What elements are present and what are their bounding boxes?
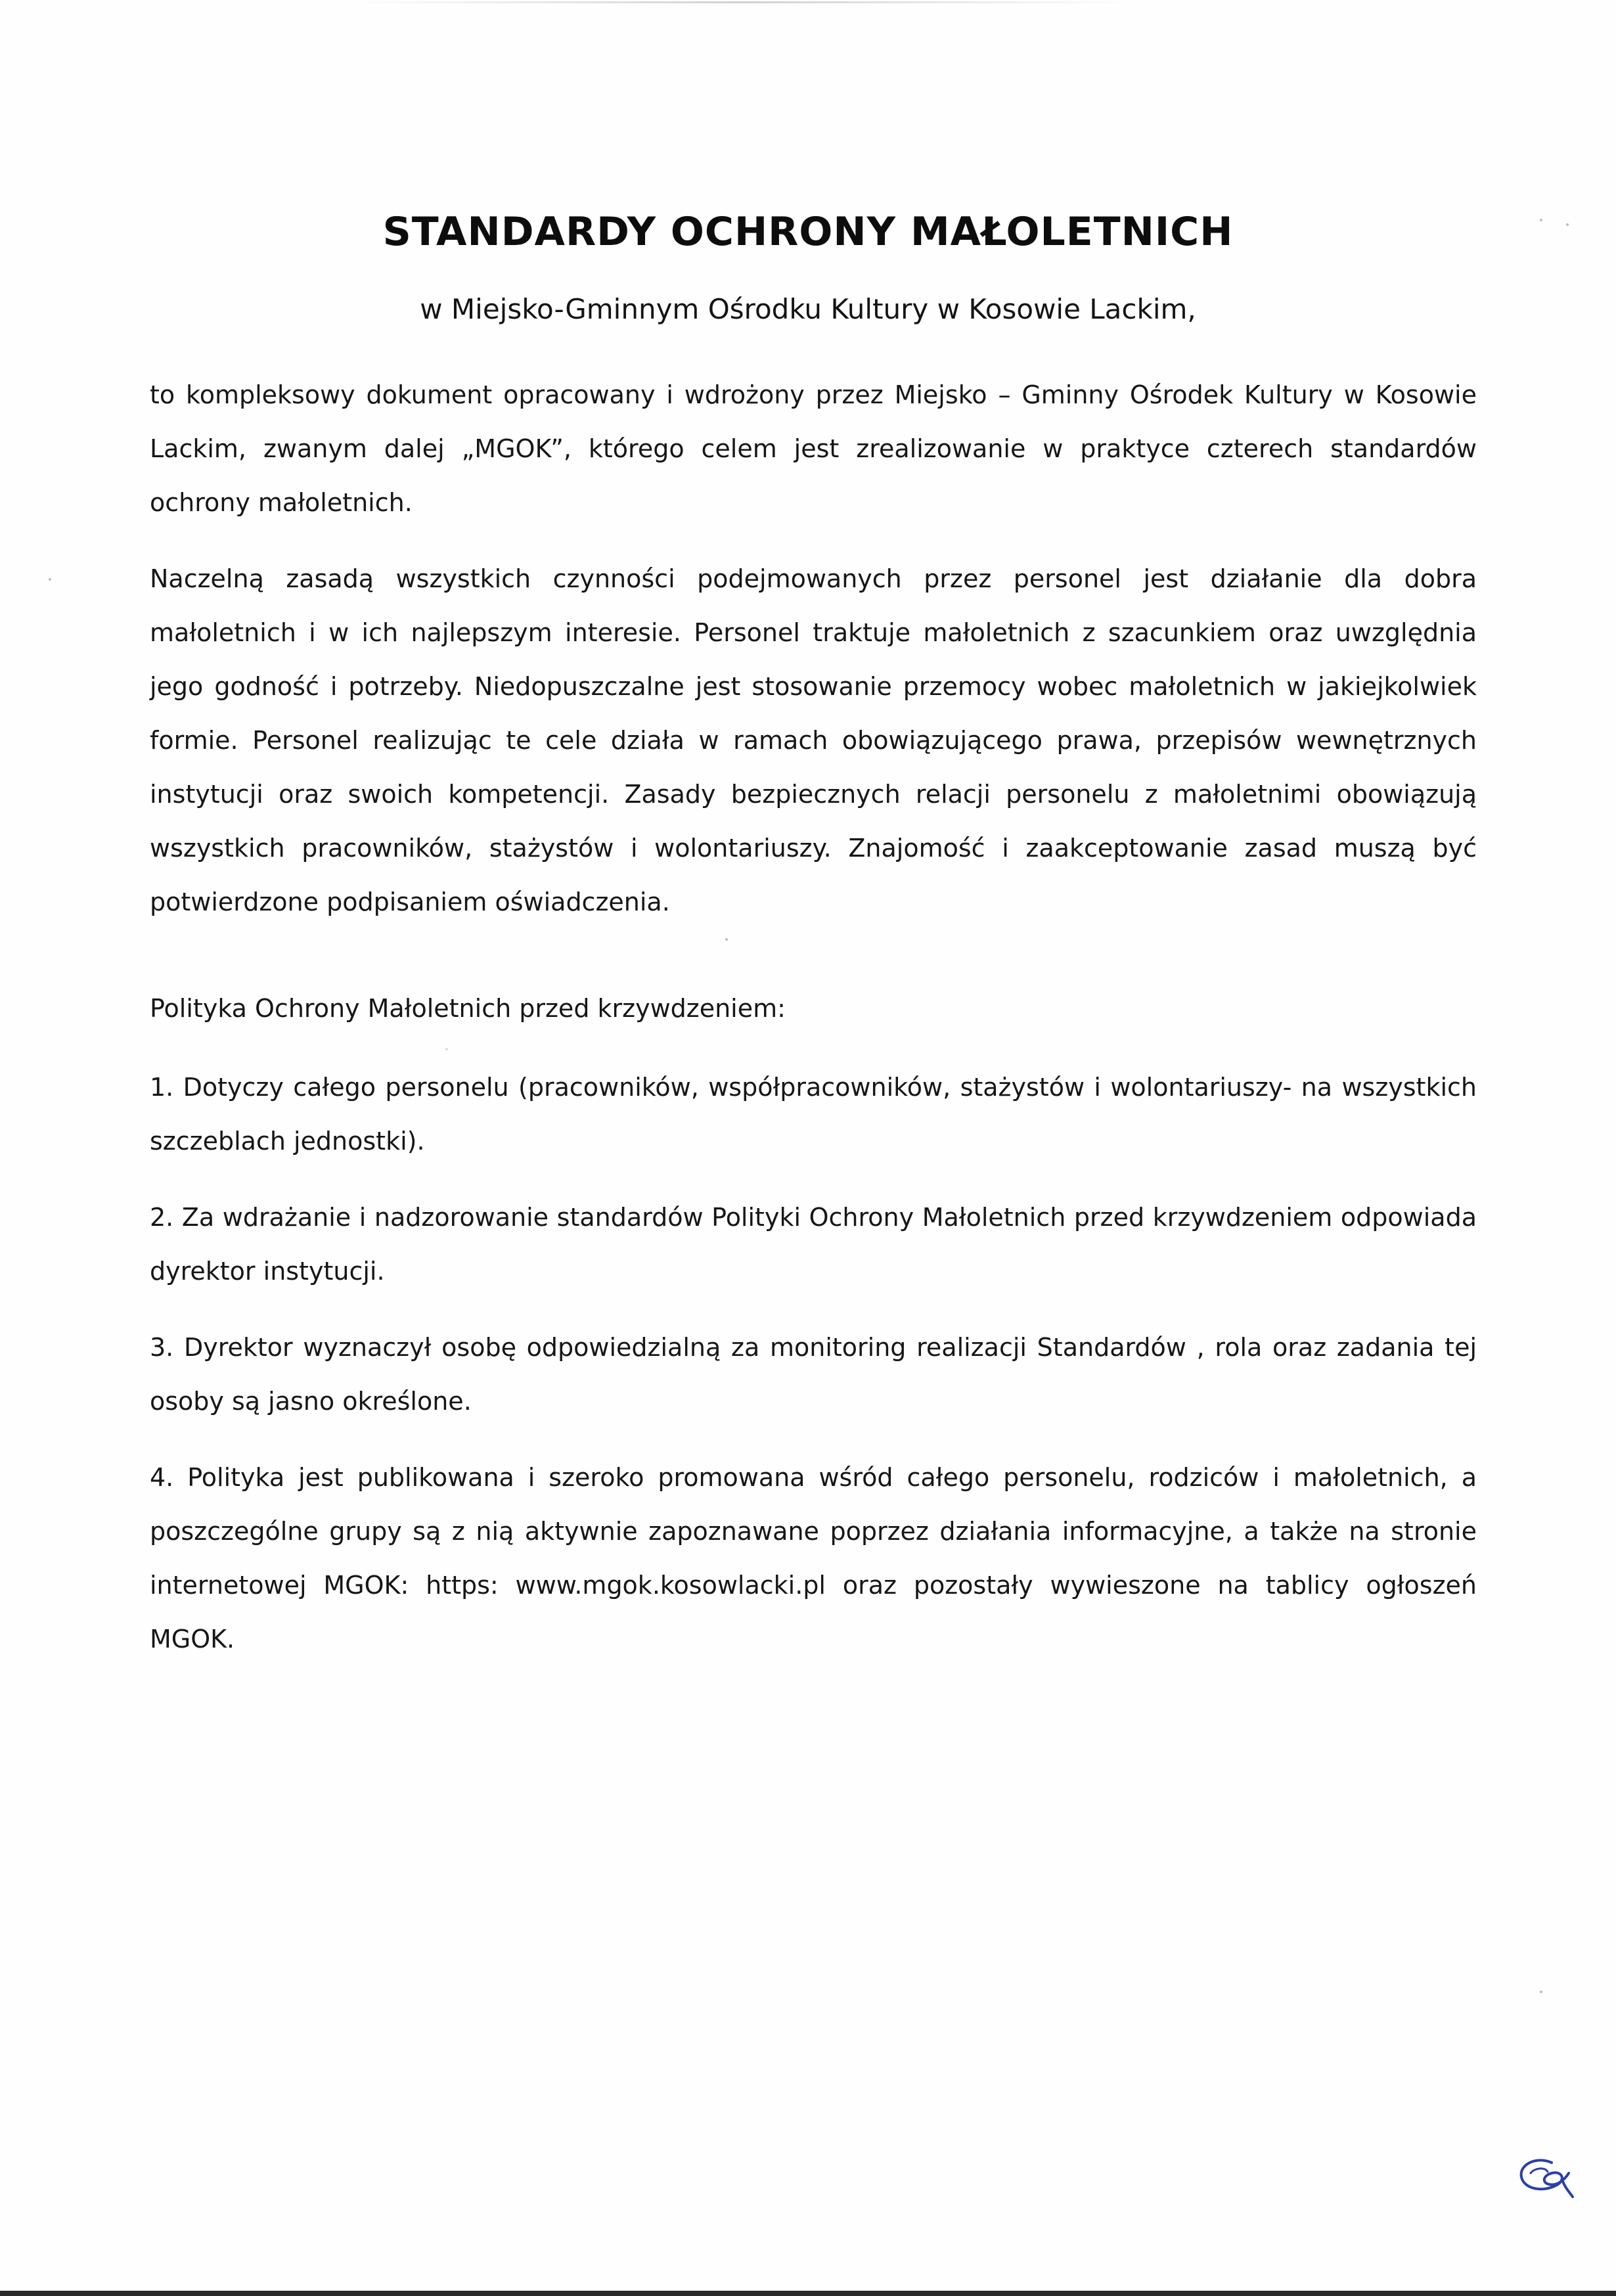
- document-title: STANDARDY OCHRONY MAŁOLETNICH: [382, 209, 1234, 255]
- scan-speck: [725, 938, 728, 941]
- scan-edge-top: [355, 1, 1130, 3]
- policy-item: 2. Za wdrażanie i nadzorowanie standardów Polityki Ochrony Małoletnich przed krzywdzeniem odpowiada dyrektor instytucji.: [150, 1203, 1477, 1286]
- intro-paragraph: to kompleksowy dokument opracowany i wdrożony przez Miejsko – Gminny Ośrodek Kultury w Kosowie Lackim, zwanym dalej „MGOK”, którego celem jest zrealizowanie w praktyce czterech standardów ochrony małoletnich.: [150, 380, 1477, 517]
- scan-speck: [445, 1048, 448, 1050]
- scan-edge-bottom: [0, 2291, 1616, 2296]
- policy-heading: Polityka Ochrony Małoletnich przed krzywdzeniem:: [150, 994, 786, 1023]
- signature-initials-icon: [1511, 2153, 1577, 2199]
- policy-item: 3. Dyrektor wyznaczył osobę odpowiedzialną za monitoring realizacji Standardów , rola oraz zadania tej osoby są jasno określone.: [150, 1333, 1477, 1416]
- scan-speck: [1540, 1991, 1542, 1993]
- policy-item: 1. Dotyczy całego personelu (pracowników, współpracowników, stażystów i wolontariuszy- na wszystkich szczeblach jednostki).: [150, 1073, 1477, 1156]
- scan-speck: [49, 578, 51, 581]
- document-subtitle: w Miejsko-Gminnym Ośrodku Kultury w Kosowie Lackim,: [420, 293, 1196, 325]
- principle-paragraph: Naczelną zasadą wszystkich czynności podejmowanych przez personel jest działanie dla dobra małoletnich i w ich najlepszym interesie. Personel traktuje małoletnich z szacunkiem oraz uwzględnia jego godność i potrzeby. Niedopuszczalne jest stosowanie przemocy wobec małoletnich w jakiejkolwiek formie. Personel realizując te cele działa w ramach obowiązującego prawa, przepisów wewnętrznych instytucji oraz swoich kompetencji. Zasady bezpiecznych relacji personelu z małoletnimi obowiązują wszystkich pracowników, stażystów i wolontariuszy. Znajomość i zaakceptowanie zasad muszą być potwierdzone podpisaniem oświadczenia.: [150, 564, 1477, 916]
- policy-item: 4. Polityka jest publikowana i szeroko promowana wśród całego personelu, rodziców i małoletnich, a poszczególne grupy są z nią aktywnie zapoznawane poprzez działania informacyjne, a także na stronie internetowej MGOK: https: www.mgok.kosowlacki.pl oraz pozostały wywieszone na tablicy ogłoszeń MGOK.: [150, 1463, 1477, 1654]
